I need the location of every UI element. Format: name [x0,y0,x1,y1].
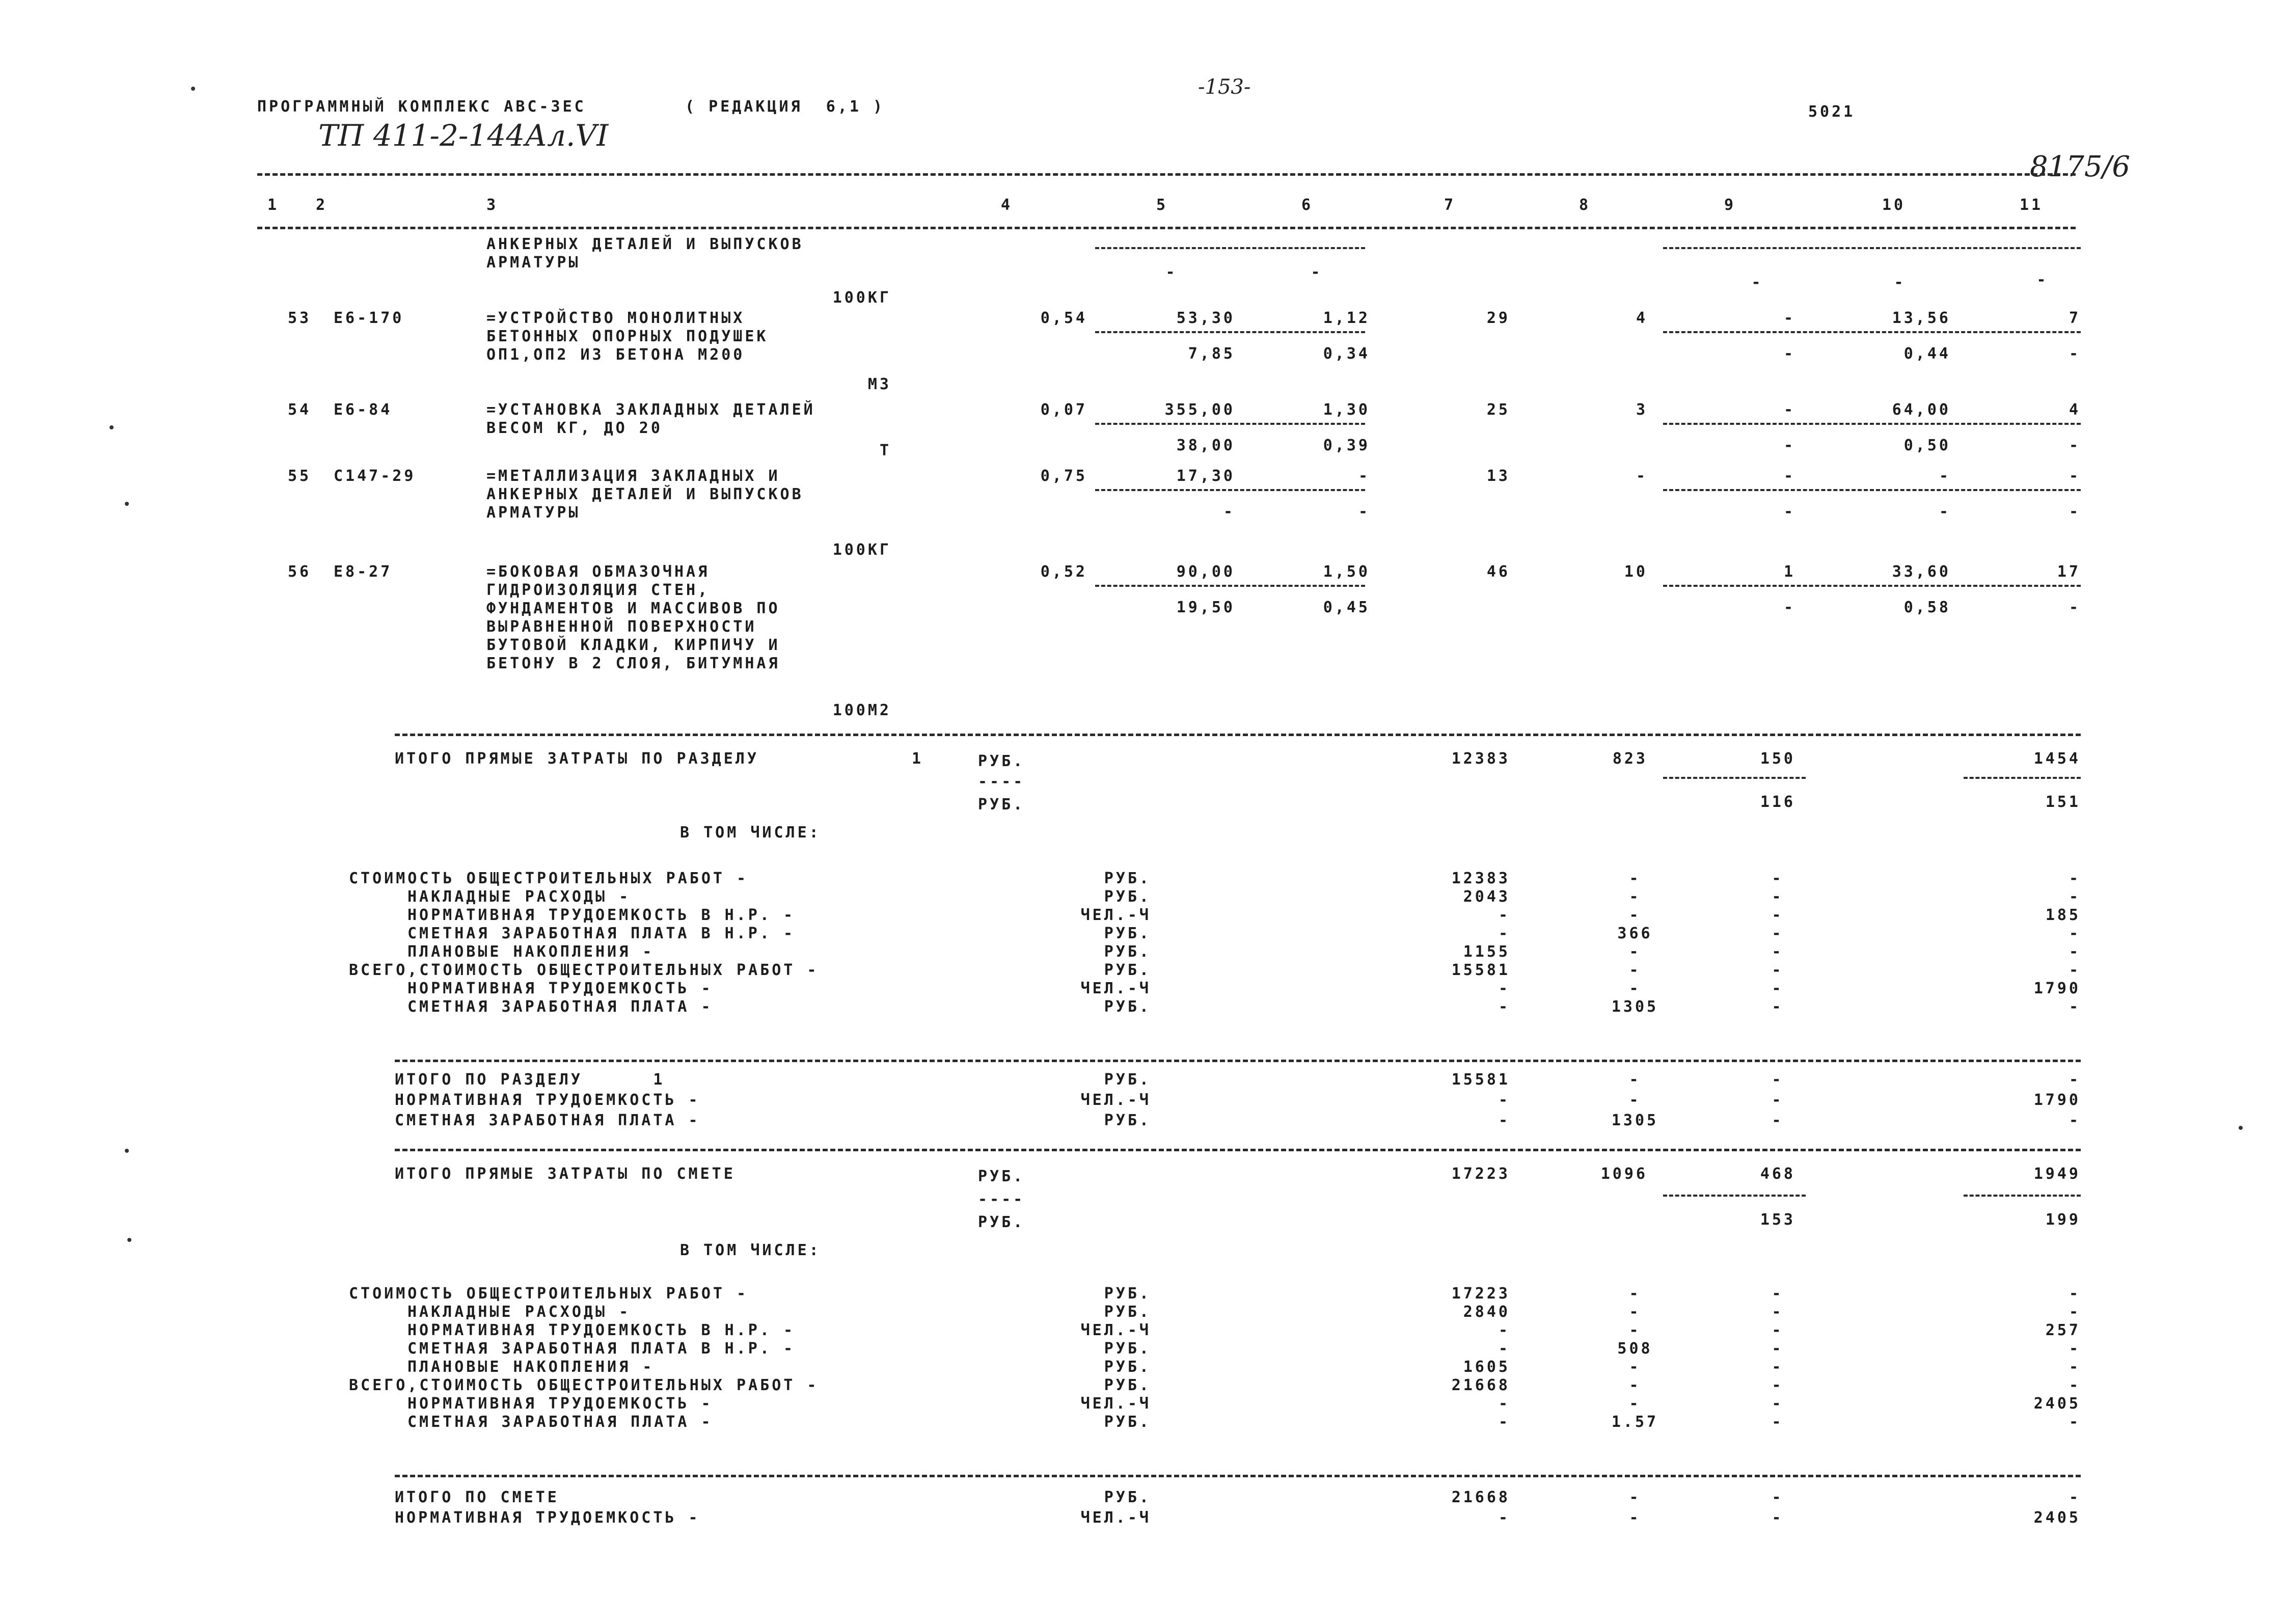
breakdown2-col7-4: 1605 [1463,1358,1510,1376]
scan-speck [125,1149,129,1153]
breakdown2-unit-3: РУБ. [1104,1340,1151,1358]
item-row-54-col10-wage: 0,50 [1903,437,1951,454]
estimate-total-sep9 [1663,1195,1806,1197]
breakdown1-label-7: СМЕТНАЯ ЗАРАБОТНАЯ ПЛАТА - [407,998,713,1016]
breakdown1-col11-3: - [2069,925,2081,942]
breakdown1-unit-7: РУБ. [1104,998,1151,1016]
item-row-55-col10: - [1939,467,1951,485]
item-row-54-desc-1: ВЕСОМ КГ, ДО 20 [486,419,663,437]
item-row-56-desc-4: БУТОВОЙ КЛАДКИ, КИРПИЧУ И [486,636,780,654]
breakdown2-label-1: НАКЛАДНЫЕ РАСХОДЫ - [407,1303,631,1321]
estimate-total-label: ИТОГО ПРЯМЫЕ ЗАТРАТЫ ПО СМЕТЕ [395,1165,736,1183]
item-row-cont-col5: - [1165,263,1178,281]
section-summary-col9-2: - [1772,1112,1784,1129]
item-row-55-col5: 17,30 [1176,467,1235,485]
estimate-summary-unit-0: РУБ. [1104,1488,1151,1506]
item-row-56-col9-wage: - [1783,599,1795,616]
estimate-total-sep11 [1964,1195,2081,1197]
breakdown1-col11-7: - [2069,998,2081,1016]
item-row-56-col4: 0,52 [1040,563,1087,581]
item-row-53-code: Е6-170 [334,309,404,327]
breakdown1-col7-4: 1155 [1463,943,1510,961]
breakdown2-unit-0: РУБ. [1104,1285,1151,1303]
breakdown1-col8-6: - [1629,980,1641,997]
estimate-total-col8: 1096 [1600,1165,1648,1183]
item-row-56-col10-wage: 0,58 [1903,599,1951,616]
header-rule-top [257,173,2076,176]
breakdown2-col8-7: 1.57 [1611,1413,1659,1431]
estimate-summary-label-1: НОРМАТИВНАЯ ТРУДОЕМКОСТЬ - [395,1509,700,1527]
estimate-summary-col8-1: - [1629,1509,1641,1527]
column-number-10: 10 [1882,196,1906,214]
estimate-summary-col7-1: - [1498,1509,1510,1527]
item-row-53-sep-56 [1095,331,1365,333]
section-summary-unit-0: РУБ. [1104,1071,1151,1089]
estimate-summary-col11-1: 2405 [2033,1509,2081,1527]
estimate-summary-rule [395,1475,2081,1477]
item-row-56-col6-wage: 0,45 [1323,599,1370,616]
section-summary-unit-2: РУБ. [1104,1112,1151,1129]
breakdown2-col9-5: - [1772,1376,1784,1394]
section-total-col8: 823 [1612,750,1648,768]
item-row-54-col5-wage: 38,00 [1176,437,1235,454]
item-row-53-col4: 0,54 [1040,309,1087,327]
section-total-col9: 150 [1760,750,1795,768]
item-row-55-col8: - [1636,467,1648,485]
item-row-56-desc-0: =БОКОВАЯ ОБМАЗОЧНАЯ [486,563,710,581]
item-row-53-col9: - [1783,309,1795,327]
item-row-54-col8: 3 [1636,401,1648,419]
breakdown1-label-6: НОРМАТИВНАЯ ТРУДОЕМКОСТЬ - [407,980,713,997]
item-row-55-sep-911 [1663,489,2081,491]
item-row-54-col9-wage: - [1783,437,1795,454]
column-number-3: 3 [486,196,499,214]
item-row-54-col5: 355,00 [1164,401,1235,419]
item-row-56-desc-2: ФУНДАМЕНТОВ И МАССИВОВ ПО [486,600,780,617]
section-total-unit: РУБ. [978,752,1025,770]
estimate-summary-unit-1: ЧЕЛ.-Ч [1080,1509,1151,1527]
breakdown1-label-3: СМЕТНАЯ ЗАРАБОТНАЯ ПЛАТА В Н.Р. - [407,925,796,942]
item-row-53-sep-911 [1663,331,2081,333]
item-row-55-col6-wage: - [1358,503,1370,521]
section-summary-col8-0: - [1629,1071,1641,1089]
breakdown1-unit-3: РУБ. [1104,925,1151,942]
breakdown1-col8-4: - [1629,943,1641,961]
breakdown1-label-4: ПЛАНОВЫЕ НАКОПЛЕНИЯ - [407,943,655,961]
column-number-11: 11 [2020,196,2044,214]
item-row-56-col11-wage: - [2069,599,2081,616]
item-row-53-col5: 53,30 [1176,309,1235,327]
item-row-54-col10: 64,00 [1892,401,1951,419]
section-total-col9-wage: 116 [1760,793,1795,811]
breakdown2-label-2: НОРМАТИВНАЯ ТРУДОЕМКОСТЬ В Н.Р. - [407,1321,796,1339]
breakdown2-label-4: ПЛАНОВЫЕ НАКОПЛЕНИЯ - [407,1358,655,1376]
document-code: 5021 [1808,103,1856,121]
item-row-53-unit: М3 [867,375,891,393]
breakdown2-col8-3: 508 [1617,1340,1653,1358]
item-row-53-col9-wage: - [1783,345,1795,363]
item-row-cont-desc-1: АРМАТУРЫ [486,254,581,272]
item-row-53-col5-wage: 7,85 [1188,345,1235,363]
item-row-56-col5-wage: 19,50 [1176,599,1235,616]
column-number-4: 4 [1001,196,1013,214]
item-row-56-col6: 1,50 [1323,563,1370,581]
breakdown2-unit-5: РУБ. [1104,1376,1151,1394]
item-row-55-desc-2: АРМАТУРЫ [486,504,581,522]
breakdown2-col8-0: - [1629,1285,1641,1303]
breakdown2-col7-2: - [1498,1321,1510,1339]
scan-speck [125,502,129,506]
breakdown2-col11-2: 257 [2045,1321,2081,1339]
item-row-56-sep-56 [1095,585,1365,587]
section-total-col11-wage: 151 [2045,793,2081,811]
breakdown2-unit-2: ЧЕЛ.-Ч [1080,1321,1151,1339]
section-summary-col9-1: - [1772,1091,1784,1109]
breakdown1-col9-2: - [1772,906,1784,924]
breakdown1-unit-4: РУБ. [1104,943,1151,961]
item-row-cont-col6: - [1311,263,1323,281]
item-row-53-desc-0: =УСТРОЙСТВО МОНОЛИТНЫХ [486,309,745,327]
item-row-54-col6-wage: 0,39 [1323,437,1370,454]
estimate-summary-col11-0: - [2069,1488,2081,1506]
breakdown1-col9-1: - [1772,888,1784,906]
breakdown2-col8-5: - [1629,1376,1641,1394]
breakdown2-col11-1: - [2069,1303,2081,1321]
breakdown2-col7-1: 2840 [1463,1303,1510,1321]
breakdown1-col8-5: - [1629,961,1641,979]
section-total-unit-dash: ---- [978,773,1025,791]
item-row-cont-col11: - [2036,271,2049,289]
section-total-sep11 [1964,777,2081,779]
section-summary-col11-1: 1790 [2033,1091,2081,1109]
breakdown1-unit-0: РУБ. [1104,870,1151,887]
estimate-summary-col9-1: - [1772,1509,1784,1527]
in-that-number-2: В ТОМ ЧИСЛЕ: [680,1241,821,1259]
breakdown1-col9-3: - [1772,925,1784,942]
breakdown2-col7-7: - [1498,1413,1510,1431]
breakdown1-unit-6: ЧЕЛ.-Ч [1080,980,1151,997]
item-row-55-col9: - [1783,467,1795,485]
breakdown2-col9-2: - [1772,1321,1784,1339]
item-row-53-col11: 7 [2069,309,2081,327]
item-row-56-col10: 33,60 [1892,563,1951,581]
item-row-55-col7: 13 [1486,467,1510,485]
breakdown2-col7-3: - [1498,1340,1510,1358]
estimate-total-col11: 1949 [2033,1165,2081,1183]
section-summary-col11-2: - [2069,1112,2081,1129]
item-row-56-desc-5: БЕТОНУ В 2 СЛОЯ, БИТУМНАЯ [486,655,780,672]
estimate-total-col7: 17223 [1451,1165,1510,1183]
section-summary-col8-1: - [1629,1091,1641,1109]
item-row-53-col11-wage: - [2069,345,2081,363]
scan-speck [191,87,195,91]
breakdown2-col9-3: - [1772,1340,1784,1358]
item-row-53-col6-wage: 0,34 [1323,345,1370,363]
section-summary-label-1: НОРМАТИВНАЯ ТРУДОЕМКОСТЬ - [395,1091,700,1109]
estimate-total-unit-dash: ---- [978,1190,1025,1208]
breakdown1-col11-5: - [2069,961,2081,979]
estimate-rule [395,1149,2081,1151]
breakdown2-label-6: НОРМАТИВНАЯ ТРУДОЕМКОСТЬ - [407,1395,713,1413]
item-row-53-desc-1: БЕТОННЫХ ОПОРНЫХ ПОДУШЕК [486,328,769,345]
breakdown2-label-0: СТОИМОСТЬ ОБЩЕСТРОИТЕЛЬНЫХ РАБОТ - [349,1285,749,1303]
item-row-56-code: Е8-27 [334,563,393,581]
item-row-54-col11: 4 [2069,401,2081,419]
breakdown2-col8-2: - [1629,1321,1641,1339]
estimate-total-col9-wage: 153 [1760,1211,1795,1229]
breakdown2-col11-0: - [2069,1285,2081,1303]
item-row-55-number: 55 [288,467,312,485]
item-row-54-desc-0: =УСТАНОВКА ЗАКЛАДНЫХ ДЕТАЛЕЙ [486,401,815,419]
breakdown1-col8-3: 366 [1617,925,1653,942]
breakdown1-label-5: ВСЕГО,СТОИМОСТЬ ОБЩЕСТРОИТЕЛЬНЫХ РАБОТ - [349,961,819,979]
item-row-56-number: 56 [288,563,312,581]
in-that-number-1: В ТОМ ЧИСЛЕ: [680,824,821,842]
breakdown1-col11-1: - [2069,888,2081,906]
scan-speck [2239,1126,2243,1130]
estimate-total-unit2: РУБ. [978,1213,1025,1231]
item-row-53-col7: 29 [1486,309,1510,327]
breakdown1-col11-2: 185 [2045,906,2081,924]
section-summary-unit-1: ЧЕЛ.-Ч [1080,1091,1151,1109]
breakdown2-col8-4: - [1629,1358,1641,1376]
breakdown1-unit-1: РУБ. [1104,888,1151,906]
breakdown2-col7-6: - [1498,1395,1510,1413]
item-row-53-desc-2: ОП1,ОП2 ИЗ БЕТОНА М200 [486,346,745,364]
estimate-summary-col7-0: 21668 [1451,1488,1510,1506]
item-row-56-col5: 90,00 [1176,563,1235,581]
breakdown1-col9-5: - [1772,961,1784,979]
item-row-54-unit: Т [879,442,891,459]
breakdown1-col7-7: - [1498,998,1510,1016]
breakdown2-col7-0: 17223 [1451,1285,1510,1303]
column-number-8: 8 [1579,196,1591,214]
item-row-53-col6: 1,12 [1323,309,1370,327]
item-row-55-col11: - [2069,467,2081,485]
breakdown2-label-3: СМЕТНАЯ ЗАРАБОТНАЯ ПЛАТА В Н.Р. - [407,1340,796,1358]
breakdown1-col7-5: 15581 [1451,961,1510,979]
column-number-6: 6 [1301,196,1314,214]
breakdown1-col8-7: 1305 [1611,998,1659,1016]
breakdown2-unit-1: РУБ. [1104,1303,1151,1321]
item-row-cont-sep-56 [1095,247,1365,249]
item-row-53-col10: 13,56 [1892,309,1951,327]
section-summary-col9-0: - [1772,1071,1784,1089]
item-row-53-number: 53 [288,309,312,327]
breakdown2-label-7: СМЕТНАЯ ЗАРАБОТНАЯ ПЛАТА - [407,1413,713,1431]
breakdown2-col9-4: - [1772,1358,1784,1376]
item-row-53-col8: 4 [1636,309,1648,327]
breakdown2-col9-0: - [1772,1285,1784,1303]
section-summary-col7-1: - [1498,1091,1510,1109]
breakdown1-label-0: СТОИМОСТЬ ОБЩЕСТРОИТЕЛЬНЫХ РАБОТ - [349,870,749,887]
breakdown1-label-1: НАКЛАДНЫЕ РАСХОДЫ - [407,888,631,906]
estimate-summary-label-0: ИТОГО ПО СМЕТЕ [395,1488,559,1506]
column-number-2: 2 [316,196,328,214]
breakdown1-col8-0: - [1629,870,1641,887]
breakdown2-unit-6: ЧЕЛ.-Ч [1080,1395,1151,1413]
breakdown1-col11-0: - [2069,870,2081,887]
header-rule-bottom [257,227,2076,229]
item-row-55-col10-wage: - [1939,503,1951,521]
item-row-54-col6: 1,30 [1323,401,1370,419]
section-total-col11: 1454 [2033,750,2081,768]
scan-speck [110,425,114,429]
breakdown1-col7-2: - [1498,906,1510,924]
section-total-label: ИТОГО ПРЯМЫЕ ЗАТРАТЫ ПО РАЗДЕЛУ [395,750,759,768]
estimate-total-col9: 468 [1760,1165,1795,1183]
section-rule [395,734,2081,736]
item-row-55-sep-56 [1095,489,1365,491]
section-summary-label-2: СМЕТНАЯ ЗАРАБОТНАЯ ПЛАТА - [395,1112,700,1129]
item-row-55-desc-1: АНКЕРНЫХ ДЕТАЛЕЙ И ВЫПУСКОВ [486,485,804,503]
item-row-55-col6: - [1358,467,1370,485]
item-row-56-col11: 17 [2057,563,2081,581]
section-summary-col7-2: - [1498,1112,1510,1129]
breakdown2-col11-4: - [2069,1358,2081,1376]
breakdown1-unit-5: РУБ. [1104,961,1151,979]
estimate-total-col11-wage: 199 [2045,1211,2081,1229]
scan-speck [127,1238,131,1242]
section-summary-col7-0: 15581 [1451,1071,1510,1089]
item-row-55-col4: 0,75 [1040,467,1087,485]
section-total-unit2: РУБ. [978,796,1025,814]
item-row-56-sep-911 [1663,585,2081,587]
item-row-54-code: Е6-84 [334,401,393,419]
section-total-col7: 12383 [1451,750,1510,768]
breakdown1-col8-1: - [1629,888,1641,906]
item-row-54-col4: 0,07 [1040,401,1087,419]
section-total-number: 1 [912,750,924,768]
breakdown2-col9-6: - [1772,1395,1784,1413]
section-summary-col8-2: 1305 [1611,1112,1659,1129]
item-row-55-col5-wage: - [1223,503,1235,521]
item-row-56-desc-1: ГИДРОИЗОЛЯЦИЯ СТЕН, [486,581,710,599]
item-row-56-col9: 1 [1783,563,1795,581]
section-summary-label-0: ИТОГО ПО РАЗДЕЛУ 1 [395,1071,665,1089]
breakdown1-unit-2: ЧЕЛ.-Ч [1080,906,1151,924]
estimate-total-unit: РУБ. [978,1168,1025,1185]
project-number: ТП 411-2-144Ал.VI [318,118,609,153]
item-row-54-sep-911 [1663,423,2081,425]
item-row-cont-col9: - [1751,274,1763,291]
breakdown1-col7-0: 12383 [1451,870,1510,887]
item-row-56-col7: 46 [1486,563,1510,581]
item-row-56-desc-3: ВЫРАВНЕННОЙ ПОВЕРХНОСТИ [486,618,757,636]
program-title: ПРОГРАММНЫЙ КОМПЛЕКС АВС-ЗЕС [257,98,586,116]
breakdown1-col8-2: - [1629,906,1641,924]
item-row-54-col7: 25 [1486,401,1510,419]
breakdown2-col7-5: 21668 [1451,1376,1510,1394]
item-row-cont-sep-911 [1663,247,2081,249]
column-number-7: 7 [1444,196,1456,214]
breakdown1-label-2: НОРМАТИВНАЯ ТРУДОЕМКОСТЬ В Н.Р. - [407,906,796,924]
item-row-cont-col10: - [1894,274,1906,291]
sheet-number: 8175/6 [2030,150,2131,183]
breakdown2-col11-6: 2405 [2033,1395,2081,1413]
item-row-55-unit: 100КГ [832,541,891,559]
item-row-55-col11-wage: - [2069,503,2081,521]
page-number: -153- [1198,75,1251,99]
breakdown2-col9-7: - [1772,1413,1784,1431]
column-number-1: 1 [267,196,280,214]
estimate-summary-col9-0: - [1772,1488,1784,1506]
breakdown1-col11-4: - [2069,943,2081,961]
breakdown2-unit-7: РУБ. [1104,1413,1151,1431]
item-row-54-number: 54 [288,401,312,419]
column-number-9: 9 [1724,196,1736,214]
breakdown1-col9-6: - [1772,980,1784,997]
item-row-cont-desc-0: АНКЕРНЫХ ДЕТАЛЕЙ И ВЫПУСКОВ [486,235,804,253]
section-summary-col11-0: - [2069,1071,2081,1089]
item-row-54-sep-56 [1095,423,1365,425]
breakdown2-col8-6: - [1629,1395,1641,1413]
estimate-summary-col8-0: - [1629,1488,1641,1506]
breakdown1-col9-7: - [1772,998,1784,1016]
section-total-sep9 [1663,777,1806,779]
breakdown1-col9-0: - [1772,870,1784,887]
edition-label: ( РЕДАКЦИЯ 6,1 ) [685,98,885,116]
breakdown2-col8-1: - [1629,1303,1641,1321]
breakdown2-col11-5: - [2069,1376,2081,1394]
item-row-cont-unit: 100КГ [832,289,891,307]
item-row-54-col9: - [1783,401,1795,419]
breakdown2-col11-3: - [2069,1340,2081,1358]
breakdown1-col7-3: - [1498,925,1510,942]
breakdown1-col7-6: - [1498,980,1510,997]
item-row-55-desc-0: =МЕТАЛЛИЗАЦИЯ ЗАКЛАДНЫХ И [486,467,780,485]
breakdown2-col9-1: - [1772,1303,1784,1321]
item-row-55-col9-wage: - [1783,503,1795,521]
item-row-54-col11-wage: - [2069,437,2081,454]
section-summary-rule [395,1060,2081,1062]
breakdown2-label-5: ВСЕГО,СТОИМОСТЬ ОБЩЕСТРОИТЕЛЬНЫХ РАБОТ - [349,1376,819,1394]
breakdown1-col11-6: 1790 [2033,980,2081,997]
item-row-56-unit: 100М2 [832,701,891,719]
breakdown1-col7-1: 2043 [1463,888,1510,906]
item-row-53-col10-wage: 0,44 [1903,345,1951,363]
breakdown2-col11-7: - [2069,1413,2081,1431]
column-number-5: 5 [1156,196,1168,214]
item-row-56-col8: 10 [1624,563,1648,581]
breakdown2-unit-4: РУБ. [1104,1358,1151,1376]
breakdown1-col9-4: - [1772,943,1784,961]
item-row-55-code: С147-29 [334,467,416,485]
